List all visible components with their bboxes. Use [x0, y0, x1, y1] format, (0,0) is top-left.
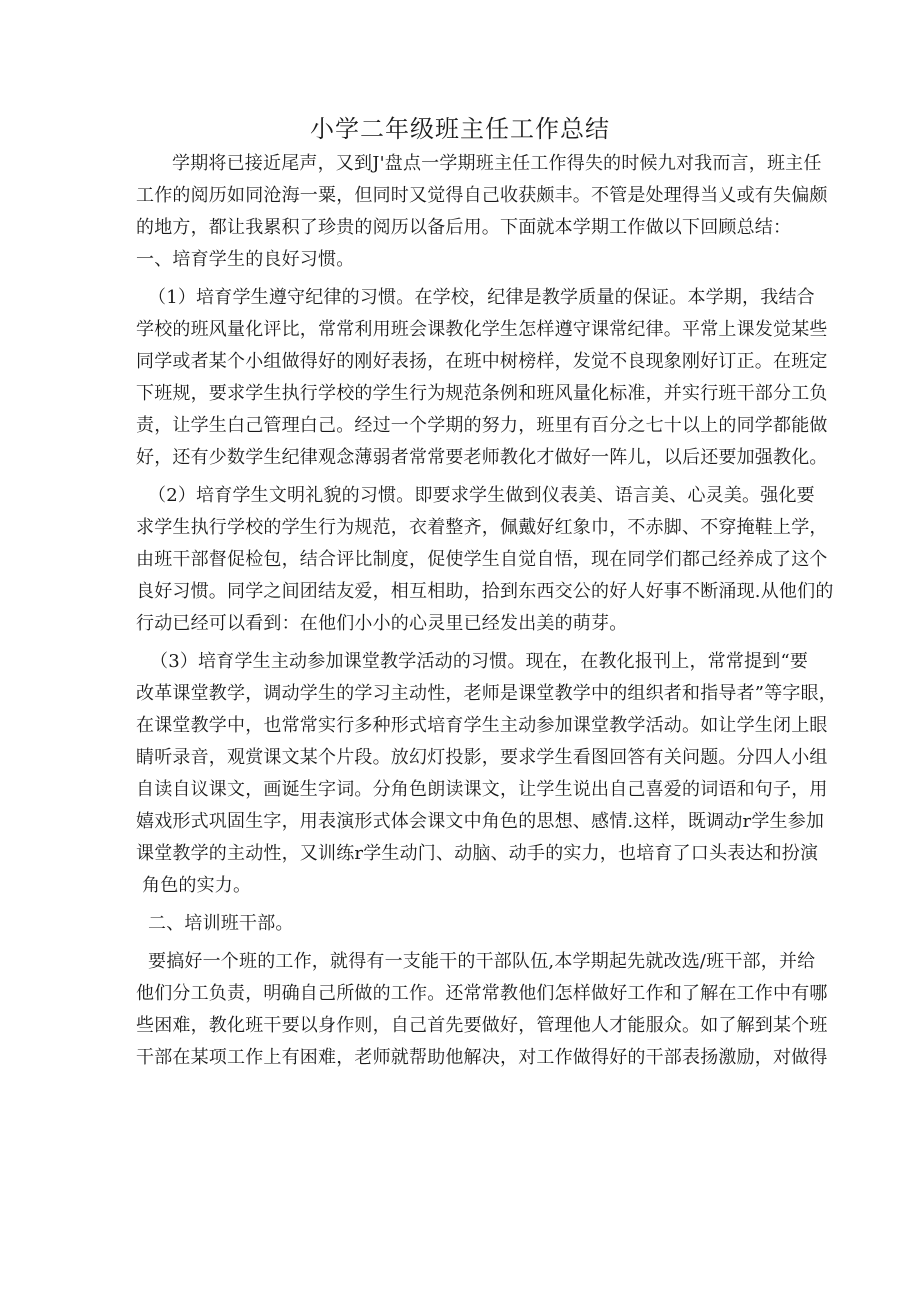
paragraph-habit-courtesy	[136, 480, 834, 640]
section-heading: 一、培育学生的良好习惯。	[136, 249, 355, 270]
text-line: 自读自议课文，画诞生字词。分角色朗读课文，让学生说出自己喜爱的词语和句子，用	[136, 779, 828, 800]
text-line: 课堂教学的主动性，又训练r学生动门、动脑、动手的实力，也培育了口头表达和扮演	[136, 843, 819, 864]
text-line: 睛听录音，观赏课文某个片段。放幻灯投影，要求学生看图回答有关问题。分四人小组	[136, 747, 828, 768]
text-line: 同学或者某个小组做得好的刚好表扬，在班中树榜样，发觉不良现象刚好订正。在班定	[136, 351, 828, 372]
text-line: 求学生执行学校的学生行为规范，衣着整齐，佩戴好红象巾，不赤脚、不穿掩鞋上学，	[136, 517, 828, 538]
paragraph-habit-discipline	[136, 282, 828, 474]
text-line: 由班干部督促检包，结合评比制度，促使学生自觉自悟，现在同学们都己经养成了这个	[136, 549, 828, 570]
text-line: 学校的班风量化评比，常常利用班会课教化学生怎样遵守课常纪律。平常上课发觉某些	[136, 319, 828, 340]
section-heading: 二、培训班干部。	[148, 913, 294, 934]
paragraph-train-cadres	[136, 946, 828, 1074]
text-line: 的地方，都让我累积了珍贵的阅历以备后用。下面就本学期工作做以下回顾总结：	[136, 217, 792, 238]
text-line: 在课堂教学中，也常常实行多种形式培育学生主动参加课堂教学活动。如让学生闭上眼	[136, 715, 828, 736]
text-line: 责，让学生白己管理白己。经过一个学期的努力，班里有百分之七十以上的同学都能做	[136, 415, 828, 436]
text-line: 良好习惯。同学之间团结友爱，相互相助，拾到东西交公的好人好事不断涌现.从他们的	[136, 581, 834, 602]
text-line: 他们分工负责，明确自己所做的工作。还常常教他们怎样做好工作和了解在工作中有哪	[136, 983, 828, 1004]
intro-paragraph	[136, 148, 828, 244]
text-line: （1）培育学生遵守纪律的习惯。在学校，纪律是教学质量的保证。本学期，我结合	[148, 287, 815, 308]
paragraph-habit-participation	[136, 646, 837, 902]
text-line: 学期将已接近尾声，又到J'盘点一学期班主任工作得失的时候九对我而言，班主任	[172, 153, 822, 174]
document-body	[136, 148, 837, 1074]
text-line: 角色的实力。	[142, 875, 252, 896]
text-line: 工作的阅历如同沧海一粟，但同时又觉得自己收获颇丰。不管是处理得当乂或有失偏颇	[136, 185, 828, 206]
text-line: 好，还有少数学生纪律观念薄弱者常常要老师教化才做好一阵儿，以后还要加强教化。	[136, 447, 828, 468]
text-line: 改革课堂教学，调动学生的学习主动性，老师是课堂教学中的组织者和指导者”等字眼，	[136, 683, 837, 704]
text-line: 些困难，教化班干要以身作则，自己首先要做好，管理他人才能服众。如了解到某个班	[136, 1015, 828, 1036]
text-line: 要搞好一个班的工作，就得有一支能干的干部队伍,本学期起先就改选/班干部，并给	[148, 951, 816, 972]
text-line: （3）培育学生主动参加课堂教学活动的习惯。现在，在教化报刊上，常常提到“要	[150, 651, 809, 672]
text-line: 下班规，要求学生执行学校的学生行为规范条例和班风量化标准，并实行班干部分工负	[136, 383, 828, 404]
text-line: 干部在某项工作上有困难，老师就帮助他解决，对工作做得好的干部表扬激励，对做得	[136, 1047, 828, 1068]
text-line: 行动已经可以看到：在他们小小的心灵里已经发出美的萌芽。	[136, 613, 628, 634]
text-line: 嬉戏形式巩固生字，用表演形式体会课文中角色的思想、感情.这样，既调动r学生参加	[136, 811, 825, 832]
text-line: （2）培育学生文明礼貌的习惯。即要求学生做到仪表美、语言美、心灵美。强化要	[148, 485, 815, 506]
page-title: 小学二年级班主任工作总结	[310, 115, 610, 143]
